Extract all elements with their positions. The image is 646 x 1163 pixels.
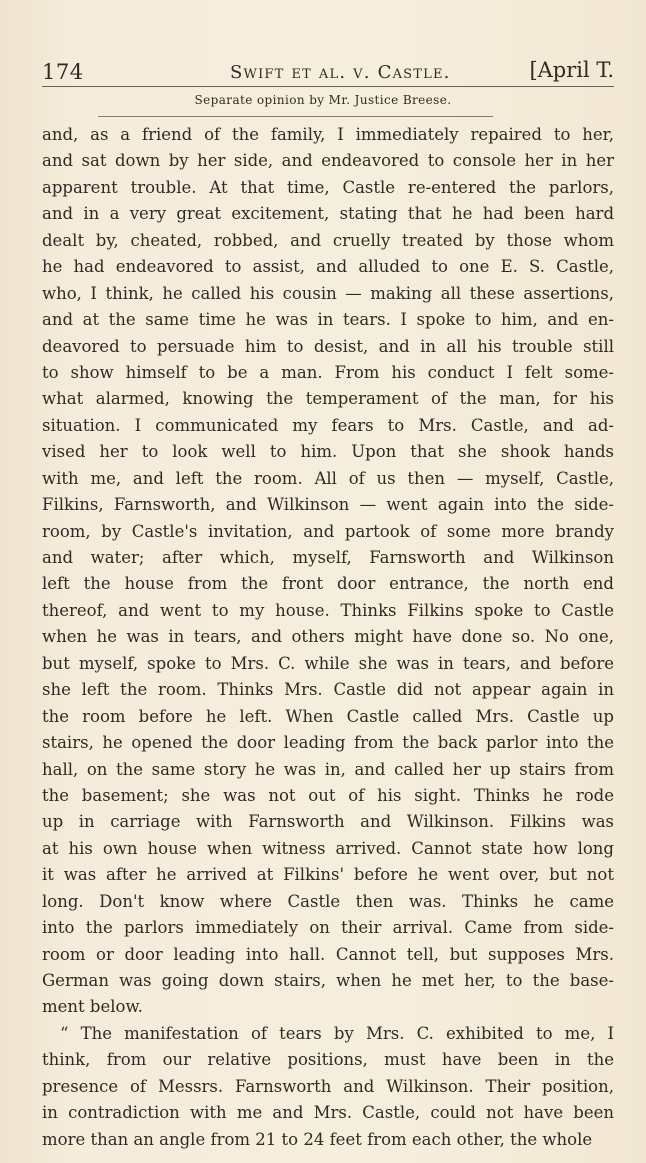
text-line: but myself, spoke to Mrs. C. while she was in tears, and before <box>42 653 614 673</box>
text-line: it was after he arrived at Filkins' before he went over, but not <box>42 865 614 885</box>
text-line: the room before he left. When Castle called Mrs. Castle up <box>42 706 614 726</box>
text-line: thereof, and went to my house. Thinks Filkins spoke to Castle <box>42 600 614 620</box>
subheading-rule <box>98 116 493 117</box>
text-line: into the parlors immediately on their arrival. Came from side- <box>42 918 614 938</box>
text-line: think, from our relative positions, must have been in the <box>42 1050 614 1070</box>
text-line: when he was in tears, and others might have done so. No one, <box>42 627 614 647</box>
text-line: what alarmed, knowing the temperament of the man, for his <box>42 389 614 409</box>
text-line: situation. I communicated my fears to Mrs. Castle, and ad- <box>42 415 614 435</box>
text-line: German was going down stairs, when he met her, to the base- <box>42 971 614 990</box>
text-line: and in a very great excitement, stating that he had been hard <box>42 204 614 224</box>
text-line: and water; after which, myself, Farnsworth and Wilkinson <box>42 548 614 567</box>
text-line: and sat down by her side, and endeavored to console her in her <box>42 151 614 171</box>
body-text <box>42 122 614 1153</box>
text-line: he had endeavored to assist, and alluded to one E. S. Castle, <box>42 257 614 277</box>
text-line: stairs, he opened the door leading from the back parlor into the <box>42 733 614 753</box>
text-line: deavored to persuade him to desist, and in all his trouble still <box>42 336 614 356</box>
text-line: and at the same time he was in tears. I spoke to him, and en- <box>42 310 614 330</box>
text-line: long. Don't know where Castle then was. Thinks he came <box>42 891 614 911</box>
text-line: apparent trouble. At that time, Castle re-entered the parlors, <box>42 177 614 197</box>
text-line: at his own house when witness arrived. Cannot state how long <box>42 838 614 858</box>
text-line: up in carriage with Farnsworth and Wilkinson. Filkins was <box>42 812 614 832</box>
text-line: who, I think, he called his cousin — making all these assertions, <box>42 283 614 303</box>
paragraph-testimony <box>42 122 614 1021</box>
text-line: room, by Castle's invitation, and partook of some more brandy <box>42 521 614 541</box>
text-line: Filkins, Farnsworth, and Wilkinson — went again into the side- <box>42 495 614 515</box>
header-rule <box>42 86 614 87</box>
opinion-subheading: Separate opinion by Mr. Justice Breese. <box>194 93 452 107</box>
page-number: 174 <box>42 60 84 84</box>
paragraph-tears-testimony <box>42 1021 614 1153</box>
running-head <box>42 56 614 90</box>
text-line: in contradiction with me and Mrs. Castle, could not have been <box>42 1103 614 1123</box>
case-title: Swift et al. v. Castle. <box>230 62 451 83</box>
text-line: more than an angle from 21 to 24 feet from each other, the whole <box>42 1129 593 1149</box>
text-line: “ The manifestation of tears by Mrs. C. exhibited to me, I <box>60 1023 614 1043</box>
text-line: room or door leading into hall. Cannot tell, but supposes Mrs. <box>42 944 614 964</box>
text-line: dealt by, cheated, robbed, and cruelly treated by those whom <box>42 230 614 250</box>
text-line: to show himself to be a man. From his conduct I felt some- <box>42 362 614 382</box>
text-line: and, as a friend of the family, I immediately repaired to her, <box>42 125 614 144</box>
text-line: she left the room. Thinks Mrs. Castle did not appear again in <box>42 680 614 700</box>
text-line: ment below. <box>42 997 143 1017</box>
text-line: presence of Messrs. Farnsworth and Wilkinson. Their position, <box>42 1076 614 1096</box>
text-line: left the house from the front door entrance, the north end <box>42 574 614 594</box>
text-line: the basement; she was not out of his sight. Thinks he rode <box>42 785 614 805</box>
text-line: hall, on the same story he was in, and called her up stairs from <box>42 759 614 779</box>
text-line: vised her to look well to him. Upon that she shook hands <box>42 442 614 462</box>
text-line: with me, and left the room. All of us then — myself, Castle, <box>42 468 614 488</box>
term-label: [April T. <box>529 58 614 82</box>
